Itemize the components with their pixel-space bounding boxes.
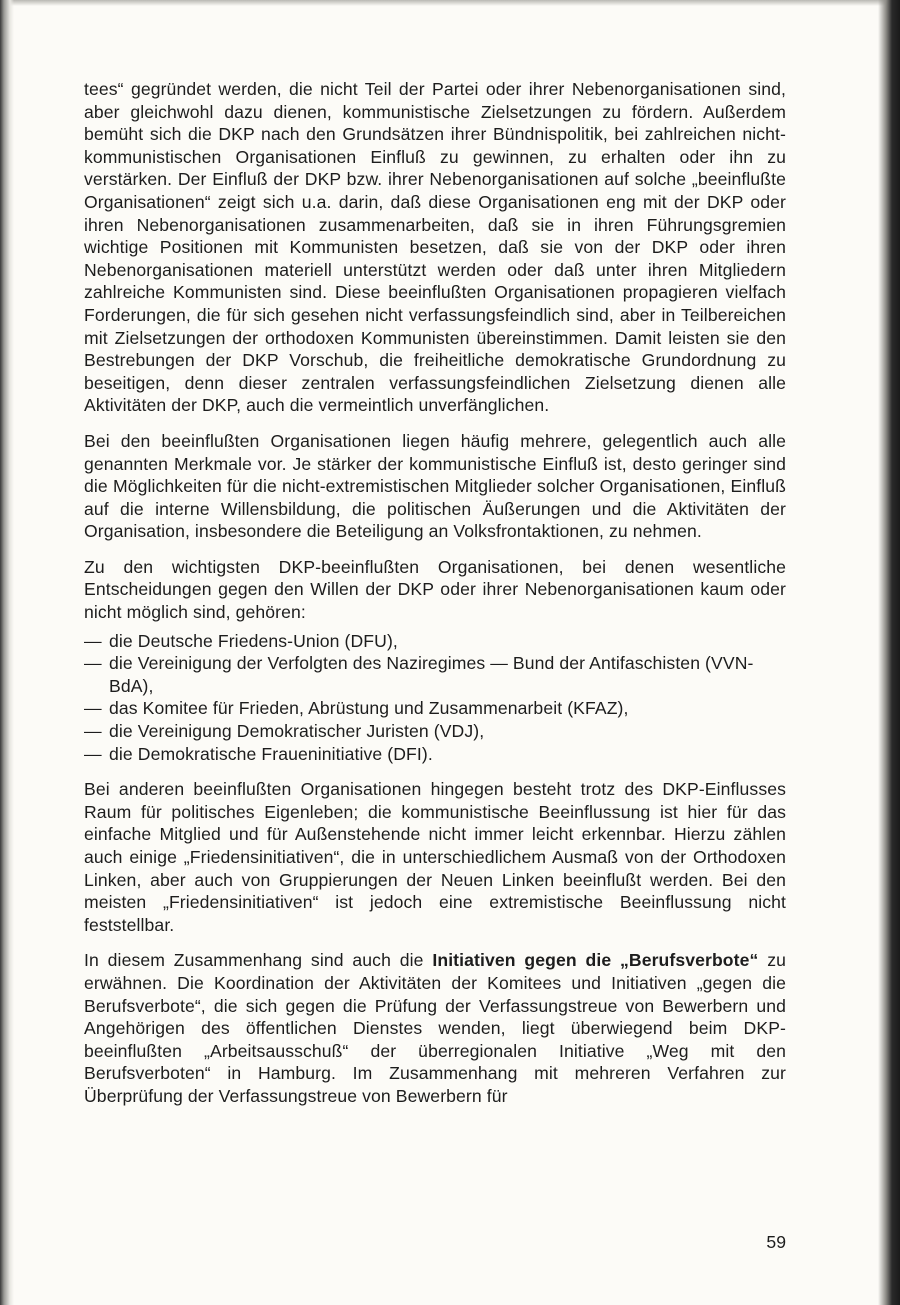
list-dash: — [84, 743, 102, 764]
paragraph-text: zu erwähnen. Die Koordination der Aktivitäten der Komitees und Initiativen „gegen die Berufsverbote“, die sich gegen die Prüfung der Verfassungstreue von Bewerbern und Angehörigen des öffentlichen Dienstes wenden, liegt überwiegend beim DKP- beeinflußten „Arbeitsausschuß“ der überregionalen Initiative „Weg mit den Berufsverboten“ in Hamburg. Im Zusammenhang mit mehreren Verfahren zur Überprüfung der Verfassungstreue von Bewerbern für [84, 950, 786, 1106]
bold-term: Initiativen gegen die „Berufsverbote“ [432, 950, 759, 971]
list-item-text: die Demokratische Fraueninitiative (DFI). [109, 743, 433, 764]
list-item [84, 697, 786, 720]
paragraph: Bei anderen beeinflußten Organisationen hingegen besteht trotz des DKP-Einflusses Raum für politisches Eigenleben; die kommunistische Beeinflussung ist hier für das einfache Mitglied und für Außenstehende nicht immer leicht erkennbar. Hierzu zählen auch einige „Friedensinitiativen“, die in unterschiedlichem Ausmaß von der Orthodoxen Linken, aber auch von Gruppierungen der Neuen Linken beeinflußt werden. Bei den meisten „Friedensinitiativen“ ist jedoch eine extremistische Beeinflussung nicht feststellbar. [84, 779, 786, 935]
paragraph: Zu den wichtigsten DKP-beeinflußten Organisationen, bei denen wesentliche Entscheidungen gegen den Willen der DKP oder ihrer Nebenorganisationen kaum oder nicht möglich sind, gehören: [84, 556, 786, 623]
list-item [84, 720, 786, 743]
list-dash: — [84, 698, 102, 719]
list-item [84, 743, 786, 766]
page-number: 59 [766, 1232, 786, 1252]
body-text [84, 78, 786, 1121]
paragraph: Bei den beeinflußten Organisationen liegen häufig mehrere, gelegentlich auch alle genannten Merkmale vor. Je stärker der kommunistische Einfluß ist, desto geringer sind die Möglichkeiten für die nicht-extremistischen Mitglieder solcher Organisationen, Einfluß auf die interne Willensbildung, die politischen Äußerungen und die Aktivitäten der Organisation, insbesondere die Beteiligung an Volksfrontaktionen, zu nehmen. [84, 430, 786, 542]
page-right-edge [878, 0, 900, 1305]
list-item-text: die Deutsche Friedens-Union (DFU), [109, 630, 398, 651]
list-item-text: die Vereinigung der Verfolgten des Naziregimes — Bund der Antifaschisten (VVN-BdA), [109, 653, 754, 696]
list-item [84, 630, 786, 653]
list-dash: — [84, 721, 102, 742]
list-item-text: die Vereinigung Demokratischer Juristen (VDJ), [109, 721, 485, 742]
list-item-text: das Komitee für Frieden, Abrüstung und Zusammenarbeit (KFAZ), [109, 698, 629, 719]
organization-list [84, 630, 786, 766]
paragraph: tees“ gegründet werden, die nicht Teil der Partei oder ihrer Nebenorganisationen sind, aber gleichwohl dazu dienen, kommunistische Zielsetzungen zu fördern. Außerdem bemüht sich die DKP nach den Grundsätzen ihrer Bündnispolitik, bei zahlreichen nicht-kommunistischen Organisationen Einfluß zu gewinnen, zu erhalten oder ihn zu verstärken. Der Einfluß der DKP bzw. ihrer Nebenorganisationen auf solche „beeinflußte Organisationen“ zeigt sich u.a. darin, daß diese Organisationen eng mit der DKP oder ihren Nebenorganisationen zusammenarbeiten, daß sie in ihren Führungsgremien wichtige Positionen mit Kommunisten besetzen, daß sie von der DKP oder ihren Nebenorganisationen materiell unterstützt werden oder daß unter ihren Mitgliedern zahlreiche Kommunisten sind. Diese beeinflußten Organisationen propagieren vielfach Forderungen, die für sich gesehen nicht verfassungsfeindlich sind, aber in Teilbereichen mit Zielsetzungen der orthodoxen Kommunisten übereinstimmen. Damit leisten sie den Bestrebungen der DKP Vorschub, die freiheitliche demokratische Grundordnung zu beseitigen, denn dieser zentralen verfassungsfeindlichen Zielsetzung dienen alle Aktivitäten der DKP, auch die vermeintlich unverfänglichen. [84, 79, 786, 416]
scan-top-edge [0, 0, 900, 6]
list-dash: — [84, 630, 102, 651]
list-dash: — [84, 653, 102, 674]
paragraph-berufsverbote [84, 949, 786, 1107]
paragraph-text: In diesem Zusammenhang sind auch die [84, 950, 433, 971]
binding-shadow [0, 0, 14, 1305]
list-item [84, 652, 786, 697]
